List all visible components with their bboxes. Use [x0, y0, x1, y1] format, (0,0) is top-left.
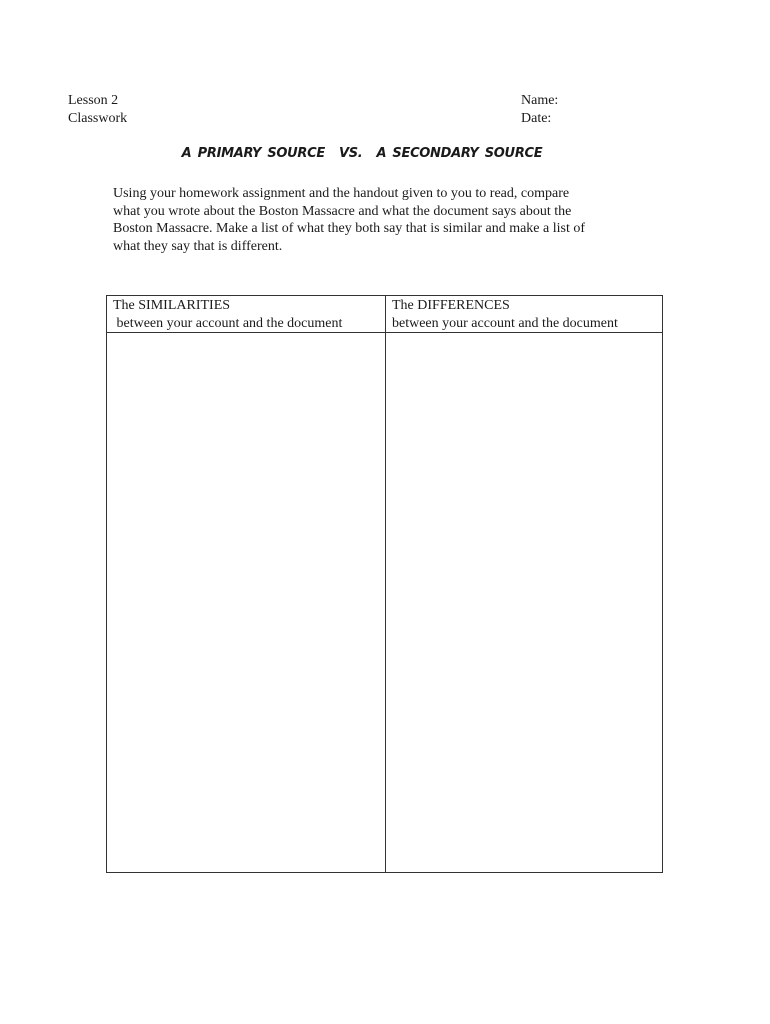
lesson-type: Classwork [68, 111, 128, 126]
instructions-line: what you wrote about the Boston Massacre and what the document says about the [113, 203, 572, 219]
lesson-number: Lesson 2 [68, 93, 119, 108]
student-info [521, 92, 558, 128]
differences-title: The DIFFERENCES [392, 298, 510, 313]
name-label: Name: [521, 93, 559, 108]
lesson-info [68, 92, 127, 128]
similarities-answer-area[interactable] [107, 333, 385, 872]
similarities-title: The SIMILARITIES [113, 298, 231, 313]
title-vs: VS. [338, 146, 363, 161]
similarities-subtitle: between your account and the document [113, 315, 343, 331]
instructions-line: Boston Massacre. Make a list of what they both say that is similar and make a list of [113, 221, 586, 236]
page-title [0, 146, 724, 161]
instructions-line: Using your homework assignment and the handout given to you to read, compare [113, 186, 570, 201]
differences-subtitle: between your account and the document [392, 315, 618, 331]
comparison-table [106, 295, 663, 873]
similarities-header [113, 297, 342, 332]
date-label: Date: [521, 111, 552, 126]
title-secondary-source: A SECONDARY SOURCE [376, 146, 543, 161]
instructions-line: what they say that is different. [113, 238, 283, 254]
differences-answer-area[interactable] [386, 333, 662, 872]
title-primary-source: A PRIMARY SOURCE [181, 146, 325, 161]
differences-header [392, 297, 618, 332]
instructions [113, 185, 673, 255]
